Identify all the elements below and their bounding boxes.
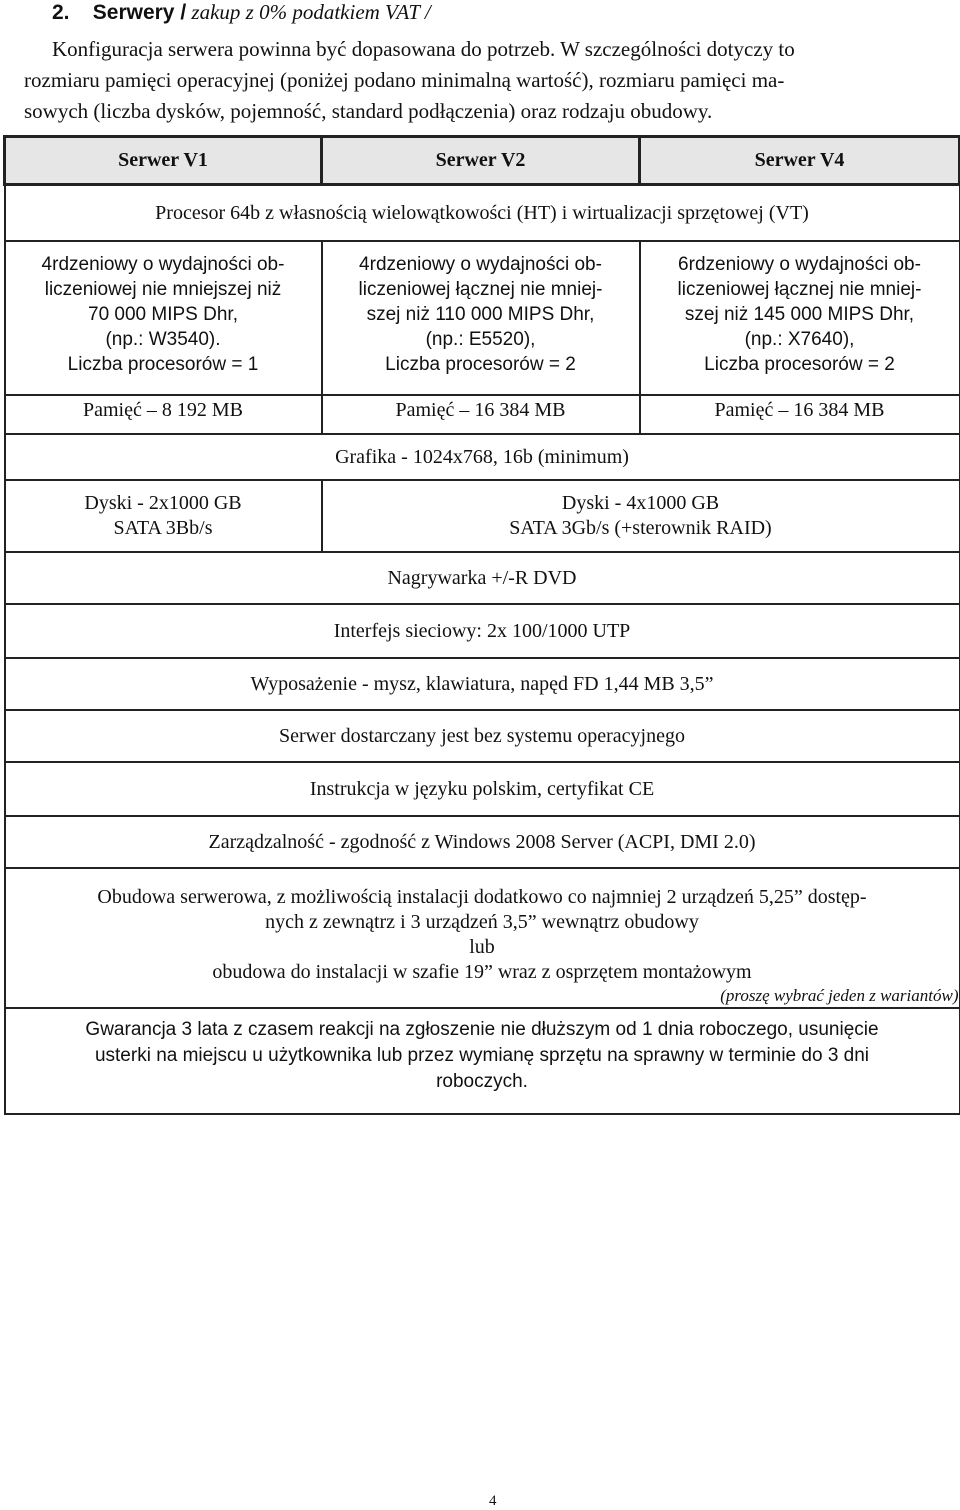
drive-cell: Nagrywarka +/-R DVD [5,552,960,604]
table-row [5,1008,960,1114]
cpu-text-line: 4rdzeniowy o wydajności ob- [41,254,285,275]
memory-cell-v1: Pamięć – 8 192 MB [5,395,322,434]
server-spec-table [3,135,960,1115]
warranty-cell [5,1008,960,1114]
cpu-text-line: Liczba procesorów = 1 [67,354,259,375]
warranty-text-line: usterki na miejscu u użytkownika lub przez wymianę sprzętu na sprawny w terminie do 3 dni [94,1045,870,1066]
graphics-cell: Grafika - 1024x768, 16b (minimum) [5,434,960,480]
warranty-text-line: Gwarancja 3 lata z czasem reakcji na zgłoszenie nie dłuższym od 1 dnia roboczego, usunięcie [85,1019,879,1040]
disks-cell-v2-v4 [322,480,960,552]
table-row [5,395,960,434]
page-number: 4 [489,1493,497,1509]
table-row [5,241,960,395]
cpu-text-line: (np.: E5520), [425,329,536,350]
cpu-cell-v2 [322,241,640,395]
table-row [5,710,960,762]
cpu-text-line: (np.: X7640), [744,329,855,350]
table-row [5,762,960,816]
cpu-cell-v4 [640,241,960,395]
equipment-cell: Wyposażenie - mysz, klawiatura, napęd FD 1,44 MB 3,5” [5,658,960,710]
column-header-v4: Serwer V4 [640,137,960,185]
os-cell: Serwer dostarczany jest bez systemu operacyjnego [5,710,960,762]
table-row [5,552,960,604]
network-cell: Interfejs sieciowy: 2x 100/1000 UTP [5,604,960,658]
cpu-text-line: liczeniowej łącznej nie mniej- [358,279,603,300]
section-title: Serwery / [92,1,187,24]
processor-cell: Procesor 64b z własnością wielowątkowości (HT) i wirtualizacji sprzętowej (VT) [5,185,960,242]
intro-line: Konfiguracja serwera powinna być dopasowana do potrzeb. W szczególności dotyczy to [52,37,795,61]
column-header-v2: Serwer V2 [322,137,640,185]
table-row [5,434,960,480]
case-text-line: obudowa do instalacji w szafie 19” wraz z osprzętem montażowym [212,961,752,983]
cpu-text-line: liczeniowej nie mniejszej niż [44,279,282,300]
cpu-text-line: liczeniowej łącznej nie mniej- [677,279,922,300]
cpu-text-line: szej niż 145 000 MIPS Dhr, [684,304,915,325]
intro-line: rozmiaru pamięci operacyjnej (poniżej podano minimalną wartość), rozmiaru pamięci ma- [24,68,785,92]
table-row [5,868,960,1008]
cpu-cell-v1 [5,241,322,395]
cpu-text-line: Liczba procesorów = 2 [704,354,895,375]
cpu-text-line: 4rdzeniowy o wydajności ob- [359,254,602,275]
header-row [5,137,960,185]
table-row [5,816,960,868]
case-text-line: nych z zewnątrz i 3 urządzeń 3,5” wewnątrz obudowy [265,911,699,933]
intro-line: sowych (liczba dysków, pojemność, standard podłączenia) oraz rodzaju obudowy. [24,99,713,123]
disks-text-line: SATA 3Gb/s (+sterownik RAID) [509,517,772,539]
table-row [5,185,960,242]
cpu-text-line: 6rdzeniowy o wydajności ob- [678,254,921,275]
case-text-line: Obudowa serwerowa, z możliwością instalacji dodatkowo co najmniej 2 urządzeń 5,25” dostęp- [97,886,867,908]
cpu-text-line: szej niż 110 000 MIPS Dhr, [366,304,595,325]
memory-cell-v4: Pamięć – 16 384 MB [640,395,960,434]
disks-text-line: Dyski - 2x1000 GB [84,492,242,514]
disks-text-line: Dyski - 4x1000 GB [561,492,720,514]
manual-cell: Instrukcja w języku polskim, certyfikat CE [5,762,960,816]
memory-cell-v2: Pamięć – 16 384 MB [322,395,640,434]
disks-cell-v1 [5,480,322,552]
intro-paragraph [24,34,936,127]
section-number: 2. [52,1,70,24]
cpu-text-line: (np.: W3540). [105,329,221,350]
case-variant-note: (proszę wybrać jeden z wariantów) [720,986,959,1005]
section-subtitle: zakup z 0% podatkiem VAT / [191,0,431,24]
case-text-line: lub [469,936,495,958]
cpu-text-line: 70 000 MIPS Dhr, [88,304,238,325]
case-cell [5,868,960,1008]
disks-text-line: SATA 3Bb/s [113,517,213,539]
management-cell: Zarządzalność - zgodność z Windows 2008 Server (ACPI, DMI 2.0) [5,816,960,868]
section-heading [52,0,431,26]
table-row [5,658,960,710]
column-header-v1: Serwer V1 [5,137,322,185]
warranty-text-line: roboczych. [436,1071,528,1092]
cpu-text-line: Liczba procesorów = 2 [385,354,576,375]
table-row [5,604,960,658]
table-row [5,480,960,552]
